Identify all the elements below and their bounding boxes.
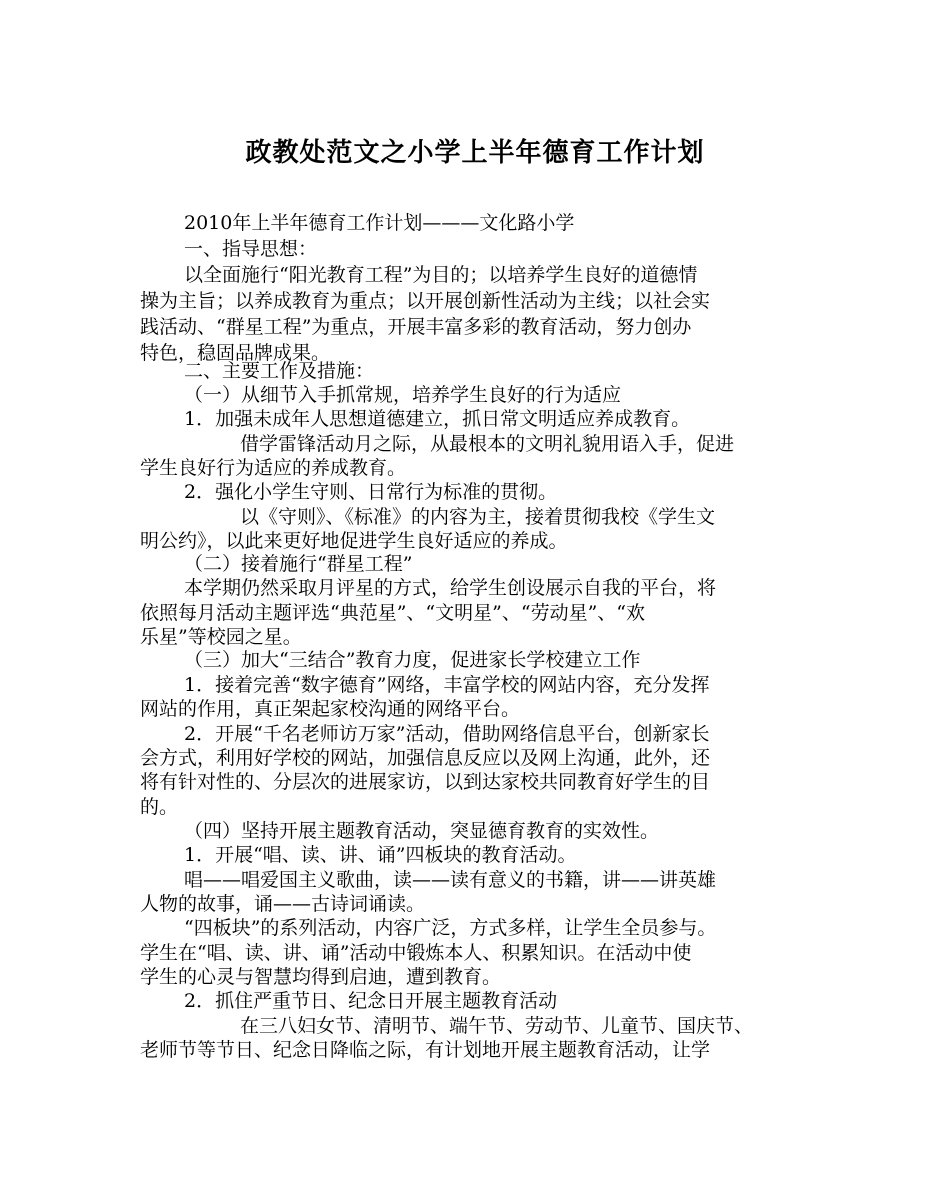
section-heading: 一、指导思想： — [184, 238, 318, 260]
text-line: 以全面施行“阳光教育工程”为目的；以培养学生良好的道德情 — [184, 264, 698, 286]
text-line: 老师节等节日、纪念日降临之际，有计划地开展主题教育活动，让学 — [140, 1039, 711, 1061]
text-line: 人物的故事，诵——古诗词诵读。 — [140, 893, 426, 915]
subsection-heading: （二）接着施行“群星工程” — [184, 553, 413, 575]
text-line: 1．开展“唱、读、讲、诵”四板块的教育活动。 — [184, 844, 577, 866]
text-line: 2010年上半年德育工作计划———文化路小学 — [184, 212, 575, 234]
text-line: 的。 — [140, 796, 179, 818]
text-line: 本学期仍然采取月评星的方式，给学生创设展示自我的平台，将 — [184, 577, 717, 599]
text-line: 以《守则》、《标准》的内容为主，接着贯彻我校《学生文 — [240, 506, 716, 528]
text-line: 1．加强未成年人思想道德建立，抓日常文明适应养成教育。 — [184, 408, 691, 430]
text-line: 网站的作用，真正架起家校沟通的网络平台。 — [140, 698, 521, 720]
text-line: 学生在“唱、读、讲、诵”活动中锻炼本人、积累知识。在活动中使 — [140, 942, 692, 964]
text-line: 在三八妇女节、清明节、端午节、劳动节、儿童节、国庆节、 — [240, 1015, 754, 1037]
text-line: 1．接着完善“数字德育”网络，丰富学校的网站内容，充分发挥 — [184, 674, 710, 696]
subsection-heading: （四）坚持开展主题教育活动，突显德育教育的实效性。 — [184, 820, 660, 842]
document-title: 政教处范文之小学上半年德育工作计划 — [245, 138, 705, 168]
subsection-heading: （三）加大“三结合”教育力度，促进家长学校建立工作 — [184, 649, 641, 671]
text-line: 学生良好行为适应的养成教育。 — [140, 457, 407, 479]
text-line: 乐星”等校园之星。 — [140, 626, 302, 648]
text-line: 2．抓住严重节日、纪念日开展主题教育活动 — [184, 990, 558, 1012]
text-line: 践活动、“群星工程”为重点，开展丰富多彩的教育活动，努力创办 — [140, 316, 692, 338]
text-line: 2．开展“千名老师访万家”活动，借助网络信息平台，创新家长 — [184, 723, 710, 745]
text-line: “四板块”的系列活动，内容广泛，方式多样，让学生全员参与。 — [184, 917, 717, 939]
text-line: 唱——唱爱国主义歌曲，读——读有意义的书籍，讲——讲英雄 — [184, 869, 717, 891]
text-line: 会方式，利用好学校的网站，加强信息反应以及网上沟通，此外，还 — [140, 747, 711, 769]
text-line: 明公约》，以此来更好地促进学生良好适应的养成。 — [140, 530, 568, 552]
text-line: 操为主旨；以养成教育为重点；以开展创新性活动为主线；以社会实 — [140, 290, 711, 312]
text-line: 借学雷锋活动月之际，从最根本的文明礼貌用语入手，促进 — [240, 433, 735, 455]
text-line: 学生的心灵与智慧均得到启迪，遭到教育。 — [140, 966, 502, 988]
text-line: 依照每月活动主题评选“典范星”、“文明星”、“劳动星”、“欢 — [140, 602, 645, 624]
section-heading: 二、主要工作及措施： — [184, 360, 375, 382]
text-line: 将有针对性的、分层次的进展家访，以到达家校共同教育好学生的目 — [140, 771, 711, 793]
text-line: 特色，稳固品牌成果。 — [140, 342, 331, 364]
subsection-heading: （一）从细节入手抓常规，培养学生良好的行为适应 — [184, 384, 622, 406]
text-line: 2．强化小学生守则、日常行为标准的贯彻。 — [184, 481, 558, 503]
